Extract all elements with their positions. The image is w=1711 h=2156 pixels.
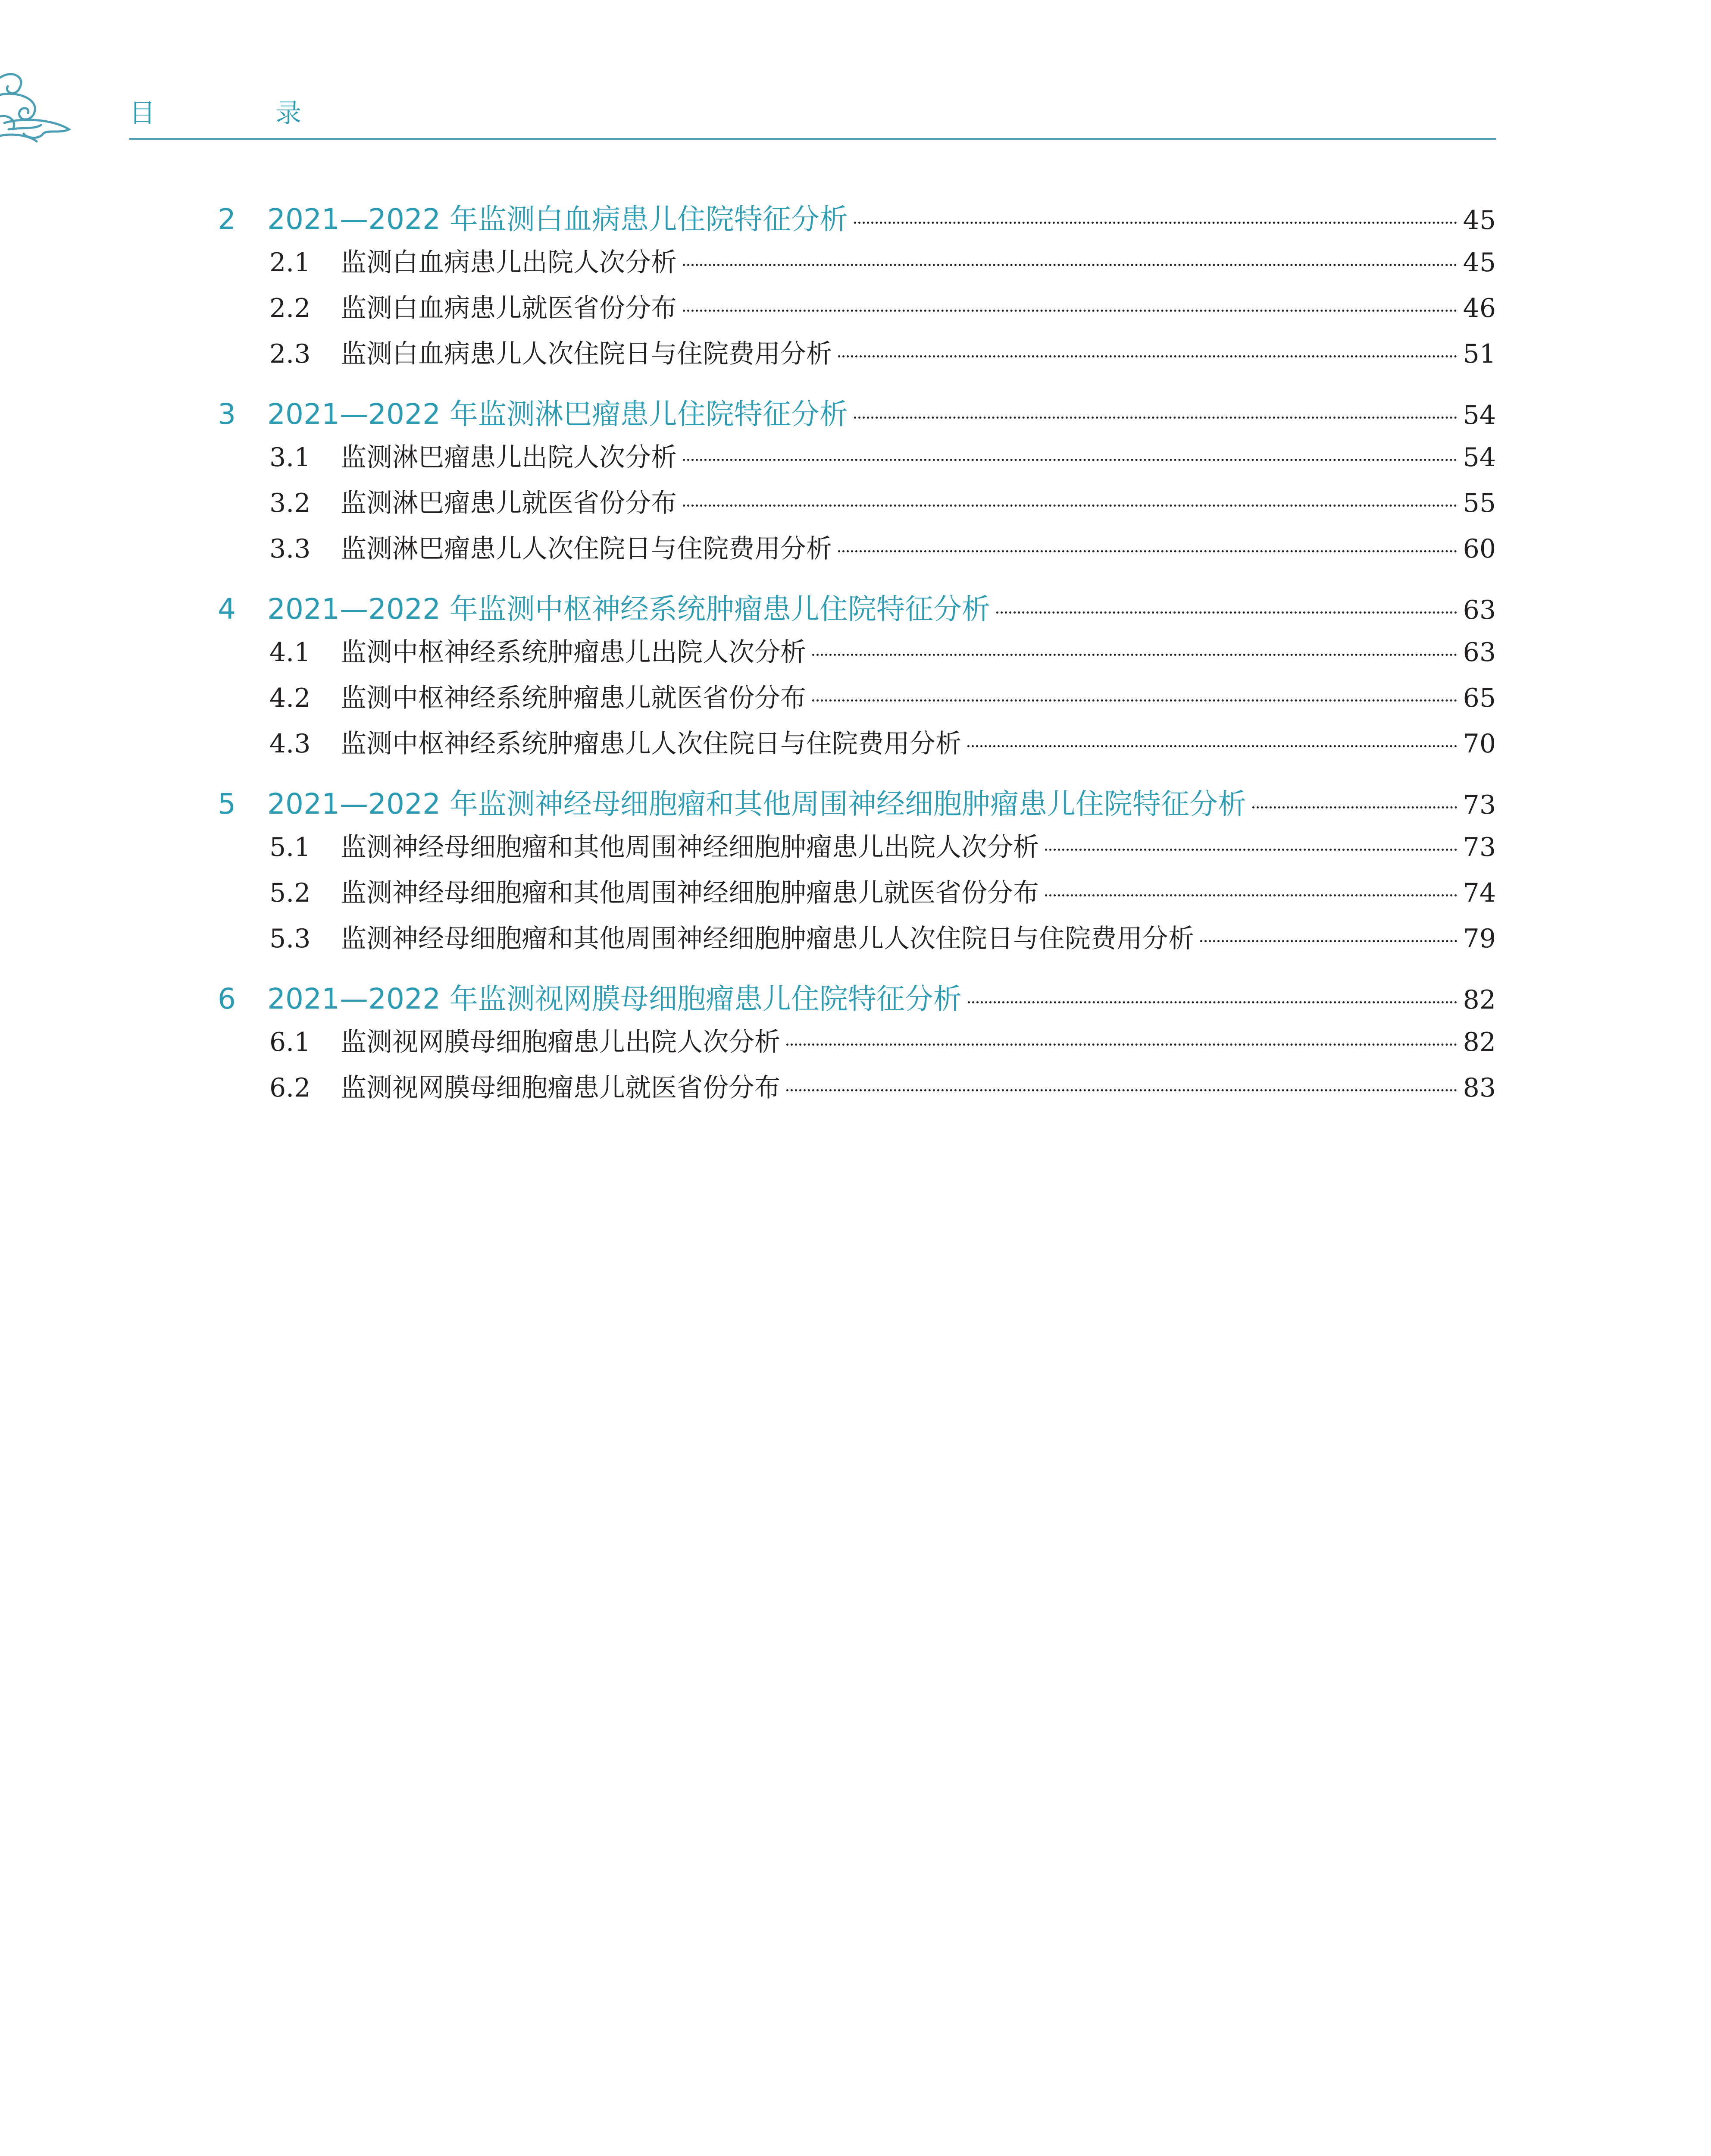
toc-section-entry[interactable]: [218, 918, 1496, 964]
section-title: 监测淋巴瘤患儿就医省份分布: [341, 488, 677, 518]
section-number: 3.3: [269, 534, 311, 564]
toc-section-entry[interactable]: [218, 872, 1496, 918]
section-number: 3.2: [269, 488, 311, 518]
section-number: 6.1: [269, 1027, 311, 1057]
section-page-number: 51: [1463, 339, 1496, 369]
dot-leader: [786, 1044, 1457, 1046]
dot-leader: [854, 222, 1457, 224]
dot-leader: [838, 355, 1457, 357]
toc-section-entry[interactable]: [218, 288, 1496, 333]
dot-leader: [967, 745, 1457, 747]
section-page-number: 70: [1463, 729, 1496, 759]
chapter-page-number: 45: [1463, 205, 1496, 235]
toc-chapter-entry[interactable]: [218, 976, 1496, 1022]
section-page-number: 45: [1463, 248, 1496, 278]
section-title: 监测视网膜母细胞瘤患儿出院人次分析: [341, 1027, 780, 1057]
section-title: 监测淋巴瘤患儿出院人次分析: [341, 442, 677, 473]
section-title: 监测视网膜母细胞瘤患儿就医省份分布: [341, 1073, 780, 1103]
chapter-page-number: 82: [1463, 985, 1496, 1015]
dot-leader: [1200, 940, 1457, 942]
section-page-number: 60: [1463, 534, 1496, 564]
dot-leader: [1045, 849, 1457, 851]
toc-section-entry[interactable]: [218, 483, 1496, 528]
chapter-title: 2021—2022 年监测白血病患儿住院特征分析: [267, 203, 848, 236]
cloud-ornament-icon: [0, 65, 73, 147]
chapter-title: 2021—2022 年监测神经母细胞瘤和其他周围神经细胞肿瘤患儿住院特征分析: [267, 787, 1246, 821]
section-title: 监测神经母细胞瘤和其他周围神经细胞肿瘤患儿人次住院日与住院费用分析: [341, 924, 1194, 954]
toc-section-entry[interactable]: [218, 723, 1496, 769]
section-number: 2.2: [269, 293, 311, 323]
chapter-title: 2021—2022 年监测淋巴瘤患儿住院特征分析: [267, 398, 848, 431]
chapter-page-number: 54: [1463, 400, 1496, 430]
dot-leader: [812, 654, 1457, 656]
section-page-number: 65: [1463, 683, 1496, 713]
chapter-title: 2021—2022 年监测中枢神经系统肿瘤患儿住院特征分析: [267, 592, 990, 626]
toc-section-entry[interactable]: [218, 437, 1496, 483]
chapter-number: 2: [218, 203, 236, 236]
section-number: 2.1: [269, 248, 311, 278]
section-number: 2.3: [269, 339, 311, 369]
toc-chapter-entry[interactable]: [218, 196, 1496, 242]
section-number: 5.3: [269, 924, 311, 954]
dot-leader: [1252, 806, 1457, 808]
chapter-page-number: 73: [1463, 790, 1496, 820]
section-title: 监测中枢神经系统肿瘤患儿人次住院日与住院费用分析: [341, 729, 961, 759]
section-title: 监测中枢神经系统肿瘤患儿出院人次分析: [341, 637, 806, 667]
section-title: 监测中枢神经系统肿瘤患儿就医省份分布: [341, 683, 806, 713]
section-title: 监测神经母细胞瘤和其他周围神经细胞肿瘤患儿就医省份分布: [341, 878, 1039, 908]
dot-leader: [1045, 894, 1457, 896]
dot-leader: [996, 611, 1457, 614]
chapter-page-number: 63: [1463, 595, 1496, 625]
section-page-number: 63: [1463, 637, 1496, 667]
dot-leader: [838, 550, 1457, 552]
chapter-number: 6: [218, 982, 236, 1015]
table-of-contents: [218, 196, 1496, 1113]
header-title: 目 录: [129, 98, 358, 128]
section-page-number: 83: [1463, 1073, 1496, 1103]
section-title: 监测淋巴瘤患儿人次住院日与住院费用分析: [341, 534, 832, 564]
toc-section-entry[interactable]: [218, 632, 1496, 677]
section-page-number: 79: [1463, 924, 1496, 954]
chapter-number: 4: [218, 592, 236, 626]
toc-section-entry[interactable]: [218, 242, 1496, 288]
chapter-number: 3: [218, 398, 236, 431]
section-page-number: 73: [1463, 832, 1496, 862]
section-number: 4.2: [269, 683, 311, 713]
section-page-number: 54: [1463, 442, 1496, 473]
toc-chapter-entry[interactable]: [218, 391, 1496, 437]
section-number: 4.1: [269, 637, 311, 667]
toc-section-entry[interactable]: [218, 528, 1496, 574]
section-title: 监测白血病患儿出院人次分析: [341, 248, 677, 278]
section-number: 3.1: [269, 442, 311, 473]
dot-leader: [812, 699, 1457, 702]
dot-leader: [683, 505, 1457, 507]
section-number: 6.2: [269, 1073, 311, 1103]
toc-section-entry[interactable]: [218, 333, 1496, 379]
section-title: 监测白血病患儿人次住院日与住院费用分析: [341, 339, 832, 369]
section-page-number: 82: [1463, 1027, 1496, 1057]
header-divider: [129, 138, 1496, 140]
toc-section-entry[interactable]: [218, 827, 1496, 872]
dot-leader: [786, 1089, 1457, 1091]
toc-chapter-entry[interactable]: [218, 781, 1496, 827]
dot-leader: [683, 310, 1457, 312]
dot-leader: [968, 1001, 1457, 1003]
chapter-number: 5: [218, 787, 236, 821]
toc-chapter-entry[interactable]: [218, 586, 1496, 632]
section-page-number: 74: [1463, 878, 1496, 908]
dot-leader: [683, 264, 1457, 266]
section-page-number: 46: [1463, 293, 1496, 323]
toc-section-entry[interactable]: [218, 1067, 1496, 1113]
chapter-title: 2021—2022 年监测视网膜母细胞瘤患儿住院特征分析: [267, 982, 962, 1015]
section-number: 4.3: [269, 729, 311, 759]
section-number: 5.1: [269, 832, 311, 862]
dot-leader: [683, 459, 1457, 461]
section-title: 监测白血病患儿就医省份分布: [341, 293, 677, 323]
dot-leader: [854, 417, 1457, 419]
section-page-number: 55: [1463, 488, 1496, 518]
toc-section-entry[interactable]: [218, 1022, 1496, 1067]
toc-section-entry[interactable]: [218, 677, 1496, 723]
section-number: 5.2: [269, 878, 311, 908]
section-title: 监测神经母细胞瘤和其他周围神经细胞肿瘤患儿出院人次分析: [341, 832, 1039, 862]
